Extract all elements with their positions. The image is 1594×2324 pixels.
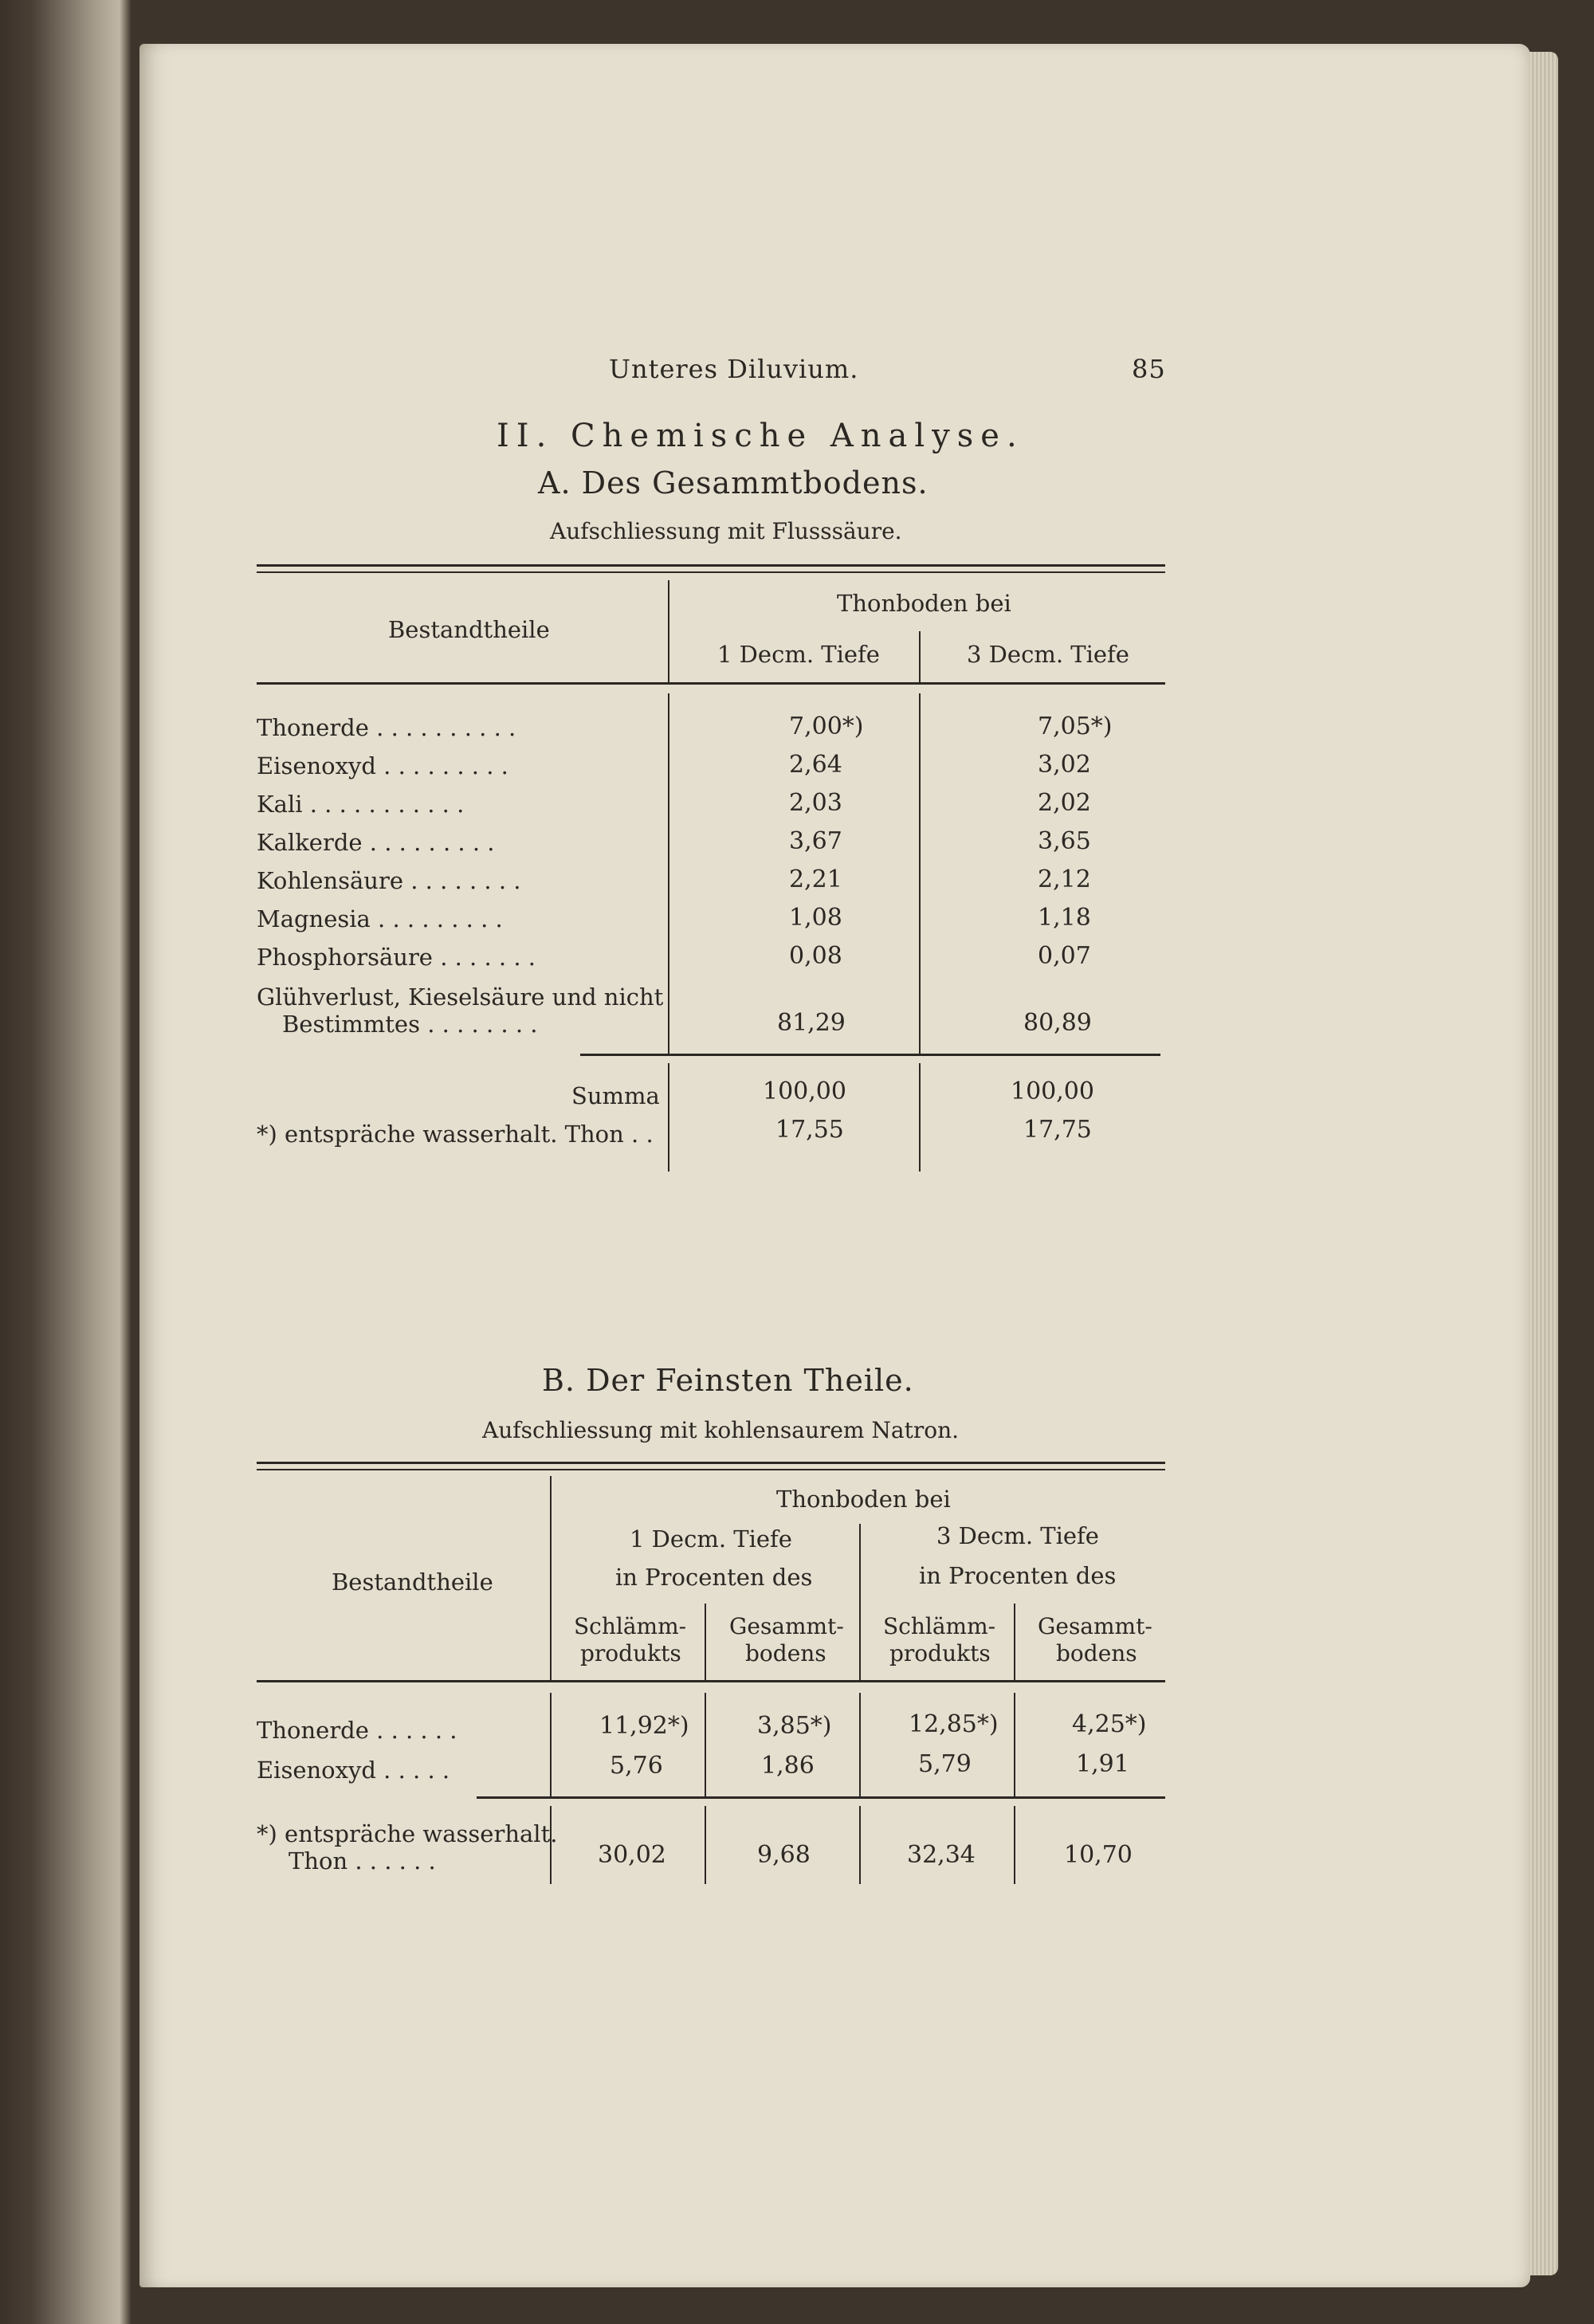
section-title: II. Chemische Analyse. xyxy=(497,418,1024,454)
table-b-body-vline-4 xyxy=(1014,1693,1015,1796)
table-a-row-label: Kalkerde . . . . . . . . . xyxy=(257,829,495,856)
table-b-footnote-rule xyxy=(477,1796,1165,1799)
table-a-title: A. Des Gesammtbodens. xyxy=(538,465,929,501)
table-a-cell: 2,12 xyxy=(1038,866,1091,893)
table-a-summa-vline-1 xyxy=(668,1063,669,1172)
table-a-cell: 2,03 xyxy=(789,789,842,817)
table-b-subheader-schlaemm: Schlämm- xyxy=(574,1613,687,1639)
table-b-footnote-vline-3 xyxy=(859,1806,861,1884)
table-b-cell: 12,85*) xyxy=(909,1710,999,1738)
table-a-cell: 3,67 xyxy=(789,827,842,855)
table-a-footnote-cell: 17,75 xyxy=(1023,1116,1092,1144)
table-a-summa-cell: 100,00 xyxy=(763,1078,846,1105)
table-b-body-vline-3 xyxy=(859,1693,861,1796)
table-a-header-vline xyxy=(668,580,669,682)
table-a-row-label: Phosphorsäure . . . . . . . xyxy=(257,944,536,971)
table-a-summa-rule xyxy=(580,1054,1160,1056)
table-a-row-label: Thonerde . . . . . . . . . . xyxy=(257,714,516,741)
table-b-cell: 1,86 xyxy=(761,1752,815,1780)
table-a-body-vline-1 xyxy=(668,693,669,1056)
left-page-edge xyxy=(0,0,132,2324)
table-b-row-label: Thonerde . . . . . . xyxy=(257,1717,457,1744)
table-a-caption: Aufschliessung mit Flusssäure. xyxy=(550,518,902,544)
table-b-header-bottom-rule xyxy=(257,1680,1165,1682)
table-a-cell: 3,02 xyxy=(1038,751,1091,779)
table-b-cell: 11,92*) xyxy=(599,1712,689,1740)
table-a-cell: 7,00*) xyxy=(789,713,864,740)
table-b-header-vline-2 xyxy=(859,1524,861,1682)
running-title: Unteres Diluvium. xyxy=(609,354,859,384)
table-a-footnote-cell: 17,55 xyxy=(775,1116,844,1144)
table-b-subheader-bodens: bodens xyxy=(1056,1640,1137,1666)
table-b-subheader-schlaemm: Schlämm- xyxy=(883,1613,996,1639)
table-a-row-label: Kali . . . . . . . . . . . xyxy=(257,791,465,818)
table-b-top-rule-2 xyxy=(257,1469,1165,1470)
table-a-cell: 3,65 xyxy=(1038,827,1091,855)
table-b-header-vline-4 xyxy=(1014,1604,1015,1682)
table-b-row-label: Eisenoxyd . . . . . xyxy=(257,1757,450,1784)
table-b-cell: 4,25*) xyxy=(1072,1710,1147,1738)
table-b-header-vline-3 xyxy=(705,1604,706,1682)
table-b-footnote-cell: 9,68 xyxy=(757,1841,811,1869)
table-a-cell: 81,29 xyxy=(777,1009,846,1037)
table-a-subheader-vline xyxy=(919,631,921,682)
table-b-group-header: Thonboden bei xyxy=(776,1486,951,1513)
table-b-footnote-label: *) entspräche wasserhalt. xyxy=(257,1820,558,1847)
table-a-body-vline-2 xyxy=(919,693,921,1056)
table-b-subheader-produkts: produkts xyxy=(580,1640,681,1666)
table-a-cell: 2,02 xyxy=(1038,789,1091,817)
table-b-subheader-gesammt: Gesammt- xyxy=(1038,1613,1152,1639)
table-b-footnote-vline-2 xyxy=(705,1806,706,1884)
table-a-row-label-continued: Bestimmtes . . . . . . . . xyxy=(282,1011,538,1038)
table-a-top-rule-2 xyxy=(257,571,1165,573)
table-a-row-label: Magnesia . . . . . . . . . xyxy=(257,905,503,932)
table-b-subheader-bodens: bodens xyxy=(745,1640,826,1666)
table-b-footnote-cell: 30,02 xyxy=(598,1841,666,1869)
table-a-col2-header: 3 Decm. Tiefe xyxy=(967,641,1129,668)
table-a-cell: 0,07 xyxy=(1038,942,1091,970)
table-a-cell: 80,89 xyxy=(1023,1009,1092,1037)
table-b-body-vline-2 xyxy=(705,1693,706,1796)
table-b-subheader-gesammt: Gesammt- xyxy=(729,1613,844,1639)
table-b-subheader-produkts: produkts xyxy=(889,1640,991,1666)
summa-label: Summa xyxy=(571,1082,660,1109)
table-a-cell: 1,18 xyxy=(1038,904,1091,932)
page-stack-edge xyxy=(1526,52,1558,2275)
table-a-header-bottom-rule xyxy=(257,682,1165,685)
table-b-footnote-cell: 32,34 xyxy=(907,1841,976,1869)
table-b-cell: 1,91 xyxy=(1076,1750,1129,1778)
table-a-col1-header: 1 Decm. Tiefe xyxy=(717,641,880,668)
table-b-group1-depth: 1 Decm. Tiefe xyxy=(630,1525,792,1553)
table-b-column-header: Bestandtheile xyxy=(332,1568,493,1596)
table-a-cell: 2,21 xyxy=(789,866,842,893)
table-b-footnote-cell: 10,70 xyxy=(1064,1841,1133,1869)
table-b-caption: Aufschliessung mit kohlensaurem Natron. xyxy=(482,1417,960,1443)
table-b-footnote-label-continued: Thon . . . . . . xyxy=(289,1847,436,1875)
table-b-cell: 5,76 xyxy=(610,1752,663,1780)
table-a-row-label: Glühverlust, Kieselsäure und nicht xyxy=(257,983,664,1011)
table-b-body-vline-1 xyxy=(550,1693,552,1796)
table-a-summa-vline-2 xyxy=(919,1063,921,1172)
table-b-cell: 5,79 xyxy=(918,1750,972,1778)
table-a-footnote-label: *) entspräche wasserhalt. Thon . . xyxy=(257,1121,654,1148)
table-a-cell: 1,08 xyxy=(789,904,842,932)
table-b-group2-unit: in Procenten des xyxy=(919,1562,1117,1589)
table-a-cell: 0,08 xyxy=(789,942,842,970)
table-a-cell: 7,05*) xyxy=(1038,713,1113,740)
table-b-group2-depth: 3 Decm. Tiefe xyxy=(936,1522,1099,1549)
table-a-top-rule-1 xyxy=(257,564,1165,567)
table-b-group1-unit: in Procenten des xyxy=(615,1564,813,1591)
table-a-cell: 2,64 xyxy=(789,751,842,779)
table-a-summa-cell: 100,00 xyxy=(1011,1078,1094,1105)
table-a-row-label: Kohlensäure . . . . . . . . xyxy=(257,867,521,894)
table-b-top-rule-1 xyxy=(257,1462,1165,1464)
table-a-row-label: Eisenoxyd . . . . . . . . . xyxy=(257,752,508,779)
table-b-footnote-vline-4 xyxy=(1014,1806,1015,1884)
table-a-group-header: Thonboden bei xyxy=(837,590,1011,617)
table-b-title: B. Der Feinsten Theile. xyxy=(542,1363,914,1398)
table-a-column-header: Bestandtheile xyxy=(388,616,550,643)
table-b-cell: 3,85*) xyxy=(757,1712,832,1740)
page-number: 85 xyxy=(1132,354,1166,384)
table-b-header-vline-1 xyxy=(550,1476,552,1682)
